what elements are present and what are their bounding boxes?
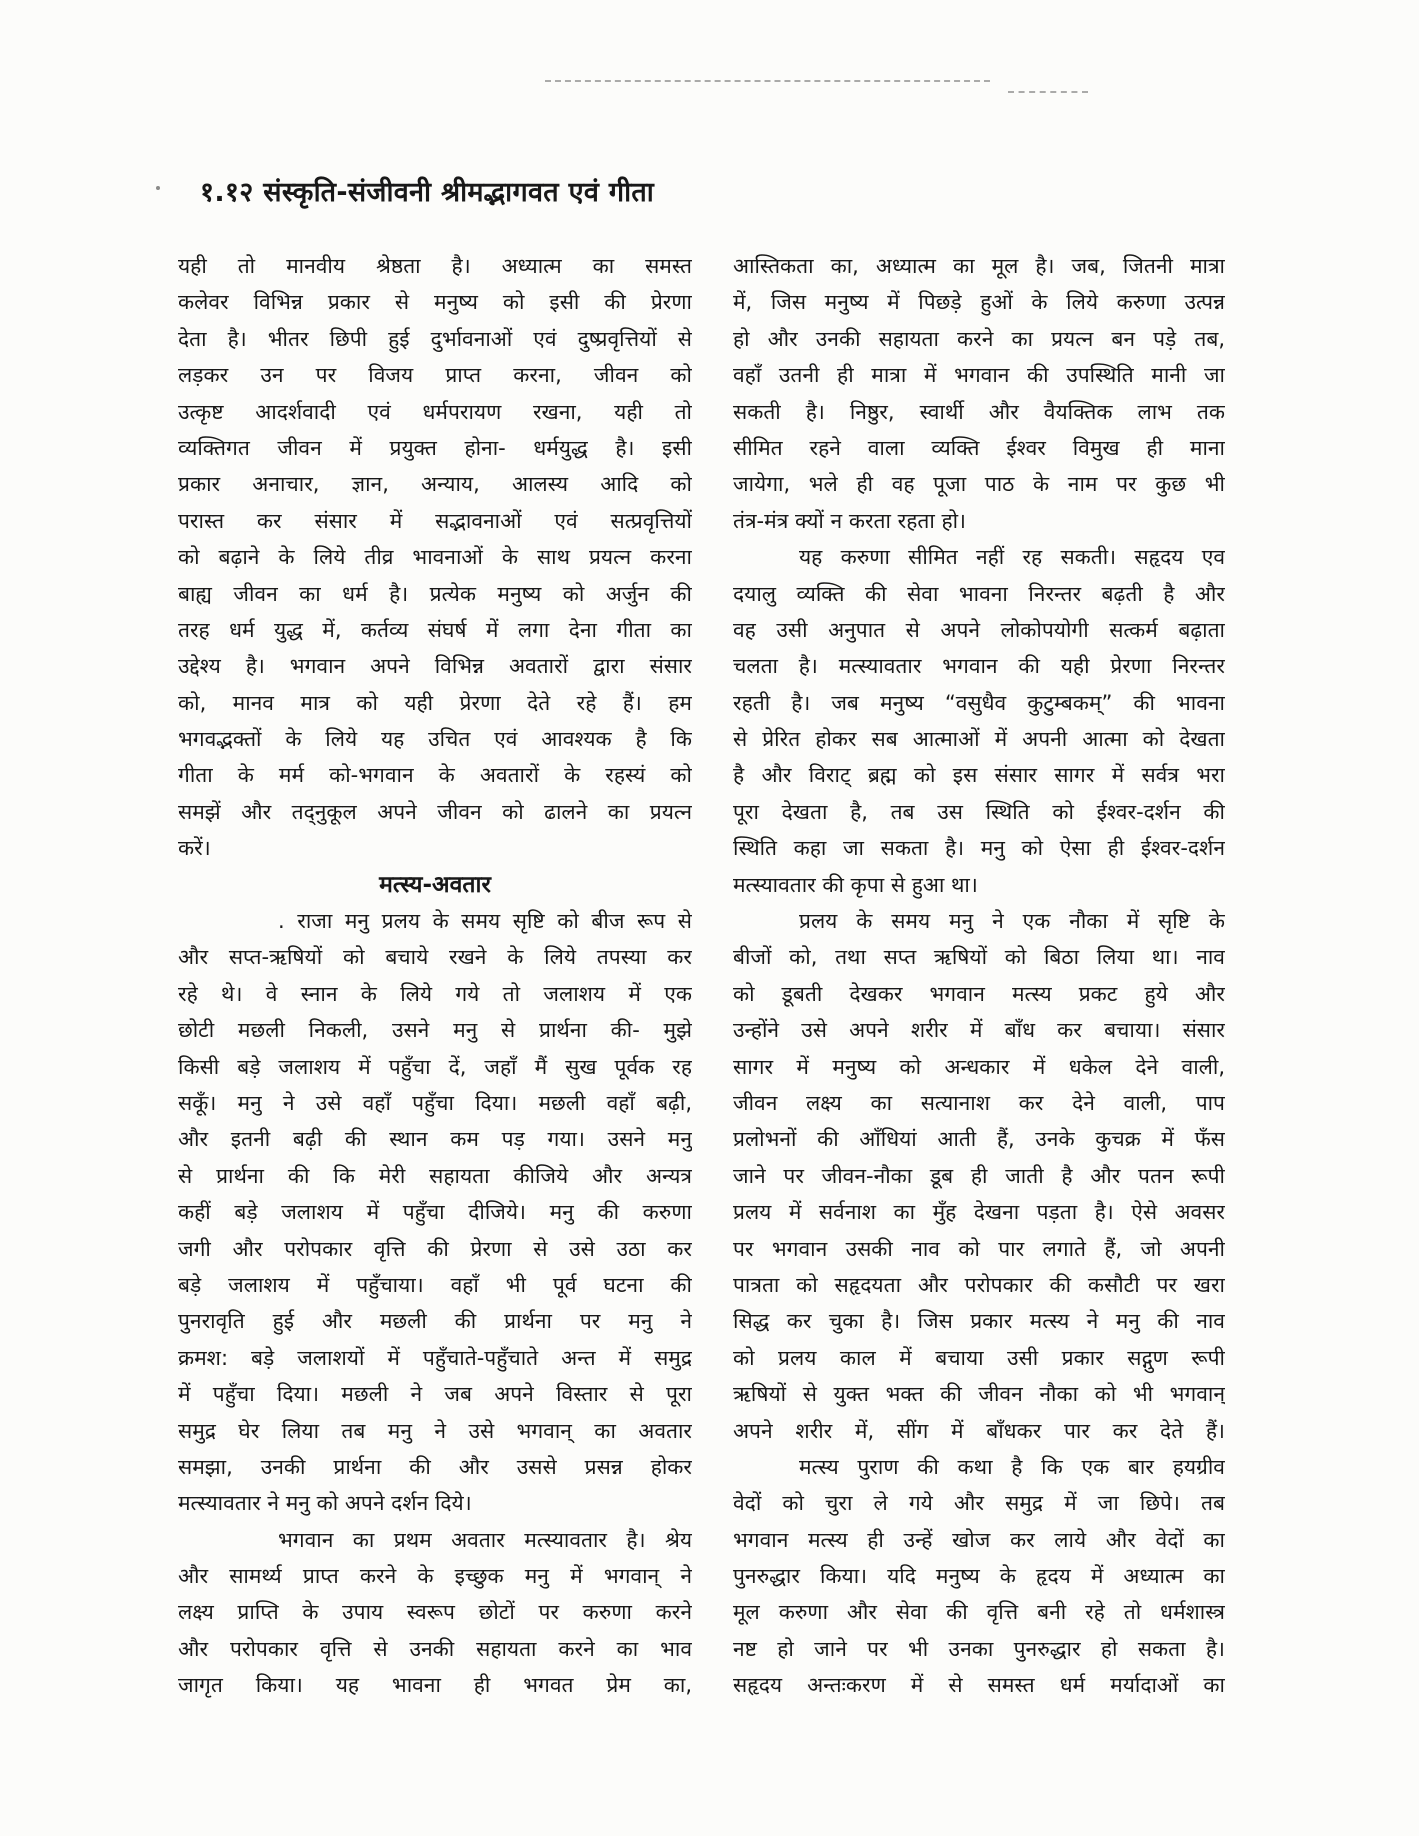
text-line: समझा, उनकी प्रार्थना की और उससे प्रसन्न होकर — [178, 1454, 692, 1479]
text-line: कलेवर विभिन्न प्रकार से मनुष्य को इसी की प्रेरणा — [178, 290, 692, 315]
text-line: पूरा देखता है, तब उस स्थिति को ईश्वर-दर्शन की — [733, 799, 1225, 824]
text-line: यह करुणा सीमित नहीं रह सकती। सहृदय एव — [799, 545, 1225, 570]
text-line: तंत्र-मंत्र क्यों न करता रहता हो। — [733, 508, 966, 533]
text-line: को बढ़ाने के लिये तीव्र भावनाओं के साथ प्रयत्न करना — [178, 545, 692, 570]
text-line: प्रलोभनों की आँधियां आती हैं, उनके कुचक्र में फँस — [733, 1127, 1225, 1152]
text-line: बड़े जलाशय में पहुँचाया। वहाँ भी पूर्व घटना की — [178, 1272, 692, 1297]
text-line: किसी बड़े जलाशय में पहुँचा दें, जहाँ मैं सुख पूर्वक रह — [178, 1054, 692, 1079]
text-line: में पहुँचा दिया। मछली ने जब अपने विस्तार से पूरा — [178, 1382, 692, 1407]
text-line: भगवान मत्स्य ही उन्हें खोज कर लाये और वेदों का — [733, 1527, 1225, 1552]
text-line: और सामर्थ्य प्राप्त करने के इच्छुक मनु में भगवान् ने — [178, 1564, 692, 1589]
text-line: व्यक्तिगत जीवन में प्रयुक्त होना- धर्मयुद्ध है। इसी — [178, 435, 692, 460]
text-line: परास्त कर संसार में सद्भावनाओं एवं सत्प्रवृत्तियों — [178, 508, 692, 533]
text-line: मत्स्यावतार की कृपा से हुआ था। — [733, 872, 978, 897]
left-text-column — [178, 248, 692, 1704]
text-line: उन्होंने उसे अपने शरीर में बाँध कर बचाया। संसार — [733, 1018, 1225, 1043]
text-line: स्थिति कहा जा सकता है। मनु को ऐसा ही ईश्वर-दर्शन — [733, 836, 1225, 861]
text-line: वहाँ उतनी ही मात्रा में भगवान की उपस्थिति मानी जा — [733, 363, 1225, 388]
text-line: सकूँ। मनु ने उसे वहाँ पहुँचा दिया। मछली वहाँ बढ़ी, — [178, 1090, 692, 1115]
text-line: प्रलय के समय मनु ने एक नौका में सृष्टि के — [799, 909, 1225, 934]
right-text-column — [733, 248, 1225, 1704]
text-line: और इतनी बढ़ी की स्थान कम पड़ गया। उसने मनु — [178, 1127, 692, 1152]
text-line: पुनरावृति हुई और मछली की प्रार्थना पर मनु ने — [178, 1309, 692, 1334]
text-line: सीमित रहने वाला व्यक्ति ईश्वर विमुख ही माना — [733, 435, 1225, 460]
text-line: . राजा मनु प्रलय के समय सृष्टि को बीज रूप से — [278, 909, 692, 934]
text-line: और सप्त-ऋषियों को बचाये रखने के लिये तपस्या कर — [178, 945, 692, 970]
text-line: सकती है। निष्ठुर, स्वार्थी और वैयक्तिक लाभ तक — [733, 399, 1225, 424]
text-line: ऋषियों से युक्त भक्त की जीवन नौका को भी भगवान् — [733, 1382, 1225, 1407]
text-line: प्रलय में सर्वनाश का मुँह देखना पड़ता है। ऐसे अवसर — [733, 1200, 1225, 1225]
text-line: रहे थे। वे स्नान के लिये गये तो जलाशय में एक — [178, 981, 692, 1006]
text-line: रहती है। जब मनुष्य “वसुधैव कुटुम्बकम्” की भावना — [733, 690, 1225, 715]
text-line: तरह धर्म युद्ध में, कर्तव्य संघर्ष में लगा देना गीता का — [178, 617, 692, 642]
text-line: को डूबती देखकर भगवान मत्स्य प्रकट हुये और — [733, 981, 1225, 1006]
text-line: आस्तिकता का, अध्यात्म का मूल है। जब, जितनी मात्रा — [733, 254, 1225, 278]
text-line: को प्रलय काल में बचाया उसी प्रकार सद्गुण रूपी — [733, 1345, 1225, 1370]
text-line: सिद्ध कर चुका है। जिस प्रकार मत्स्य ने मनु की नाव — [733, 1309, 1225, 1334]
text-line: देता है। भीतर छिपी हुई दुर्भावनाओं एवं दुष्प्रवृत्तियों से — [178, 326, 692, 351]
text-line: क्रमश: बड़े जलाशयों में पहुँचाते-पहुँचाते अन्त में समुद्र — [178, 1345, 692, 1370]
text-line: लक्ष्य प्राप्ति के उपाय स्वरूप छोटों पर करुणा करने — [178, 1600, 692, 1625]
text-line: करें। — [178, 836, 211, 861]
text-line: समुद्र घेर लिया तब मनु ने उसे भगवान् का अवतार — [178, 1418, 692, 1443]
text-line: समझें और तद्नुकूल अपने जीवन को ढालने का प्रयत्न — [178, 799, 692, 824]
text-line: अपने शरीर में, सींग में बाँधकर पार कर देते हैं। — [733, 1418, 1225, 1443]
section-heading: मत्स्य-अवतार — [379, 871, 491, 898]
text-line: और परोपकार वृत्ति से उनकी सहायता करने का भाव — [178, 1636, 692, 1661]
text-line: उद्देश्य है। भगवान अपने विभिन्न अवतारों द्वारा संसार — [178, 654, 692, 679]
text-line: को, मानव मात्र को यही प्रेरणा देते रहे हैं। हम — [178, 690, 692, 715]
text-line: चलता है। मत्स्यावतार भगवान की यही प्रेरणा निरन्तर — [733, 654, 1225, 679]
text-line: मत्स्यावतार ने मनु को अपने दर्शन दिये। — [178, 1491, 472, 1516]
text-line: भगवान का प्रथम अवतार मत्स्यावतार है। श्रेय — [278, 1527, 692, 1552]
text-line: जायेगा, भले ही वह पूजा पाठ के नाम पर कुछ भी — [733, 472, 1225, 497]
text-line: मत्स्य पुराण की कथा है कि एक बार हयग्रीव — [799, 1454, 1225, 1479]
text-line: जीवन लक्ष्य का सत्यानाश कर देने वाली, पाप — [733, 1090, 1225, 1115]
text-line: बाह्य जीवन का धर्म है। प्रत्येक मनुष्य को अर्जुन की — [178, 581, 692, 606]
text-line: सागर में मनुष्य को अन्धकार में धकेल देने वाली, — [733, 1054, 1225, 1079]
text-line: हो और उनकी सहायता करने का प्रयत्न बन पड़े तब, — [733, 326, 1225, 351]
text-line: बीजों को, तथा सप्त ऋषियों को बिठा लिया था। नाव — [733, 945, 1225, 970]
text-line: जगी और परोपकार वृत्ति की प्रेरणा से उसे उठा कर — [178, 1236, 692, 1261]
text-line: में, जिस मनुष्य में पिछड़े हुओं के लिये करुणा उत्पन्न — [733, 290, 1225, 315]
text-line: नष्ट हो जाने पर भी उनका पुनरुद्धार हो सकता है। — [733, 1636, 1225, 1661]
text-line: कहीं बड़े जलाशय में पहुँचा दीजिये। मनु की करुणा — [178, 1200, 692, 1225]
text-line: है और विराट् ब्रह्म को इस संसार सागर में सर्वत्र भरा — [733, 763, 1225, 788]
text-line: दयालु व्यक्ति की सेवा भावना निरन्तर बढ़ती है और — [733, 581, 1225, 606]
page-header-title: १.१२ संस्कृति-संजीवनी श्रीमद्भागवत एवं गीता — [200, 177, 655, 208]
text-line: वह उसी अनुपात से अपने लोकोपयोगी सत्कर्म बढ़ाता — [733, 617, 1225, 642]
text-line: पुनरुद्धार किया। यदि मनुष्य के हृदय में अध्यात्म का — [733, 1564, 1225, 1589]
text-line: पर भगवान उसकी नाव को पार लगाते हैं, जो अपनी — [733, 1236, 1225, 1261]
scan-speck-artifact — [156, 186, 160, 190]
text-line: जागृत किया। यह भावना ही भगवत प्रेम का, — [178, 1673, 692, 1698]
text-line: उत्कृष्ट आदर्शवादी एवं धर्मपरायण रखना, यही तो — [178, 399, 692, 424]
text-line: से प्रार्थना की कि मेरी सहायता कीजिये और अन्यत्र — [178, 1163, 692, 1188]
text-line: सहृदय अन्तःकरण में से समस्त धर्म मर्यादाओं का — [733, 1673, 1225, 1698]
text-line: से प्रेरित होकर सब आत्माओं में अपनी आत्मा को देखता — [733, 727, 1225, 752]
text-line: लड़कर उन पर विजय प्राप्त करना, जीवन को — [178, 363, 692, 388]
text-line: गीता के मर्म को-भगवान के अवतारों के रहस्यं को — [178, 763, 692, 788]
text-line: प्रकार अनाचार, ज्ञान, अन्याय, आलस्य आदि को — [178, 472, 692, 497]
text-line: यही तो मानवीय श्रेष्ठता है। अध्यात्म का समस्त — [178, 254, 692, 278]
scan-dashed-line-artifact — [545, 80, 990, 82]
text-line: मूल करुणा और सेवा की वृत्ति बनी रहे तो धर्मशास्त्र — [733, 1600, 1225, 1625]
text-line: पात्रता को सहृदयता और परोपकार की कसौटी पर खरा — [733, 1272, 1225, 1297]
text-line: वेदों को चुरा ले गये और समुद्र में जा छिपे। तब — [733, 1491, 1225, 1516]
text-line: जाने पर जीवन-नौका डूब ही जाती है और पतन रूपी — [733, 1163, 1225, 1188]
text-line: भगवद्भक्तों के लिये यह उचित एवं आवश्यक है कि — [178, 727, 692, 752]
scan-dashed-line-artifact — [1008, 91, 1088, 93]
text-line: छोटी मछली निकली, उसने मनु से प्रार्थना की- मुझे — [178, 1018, 692, 1043]
